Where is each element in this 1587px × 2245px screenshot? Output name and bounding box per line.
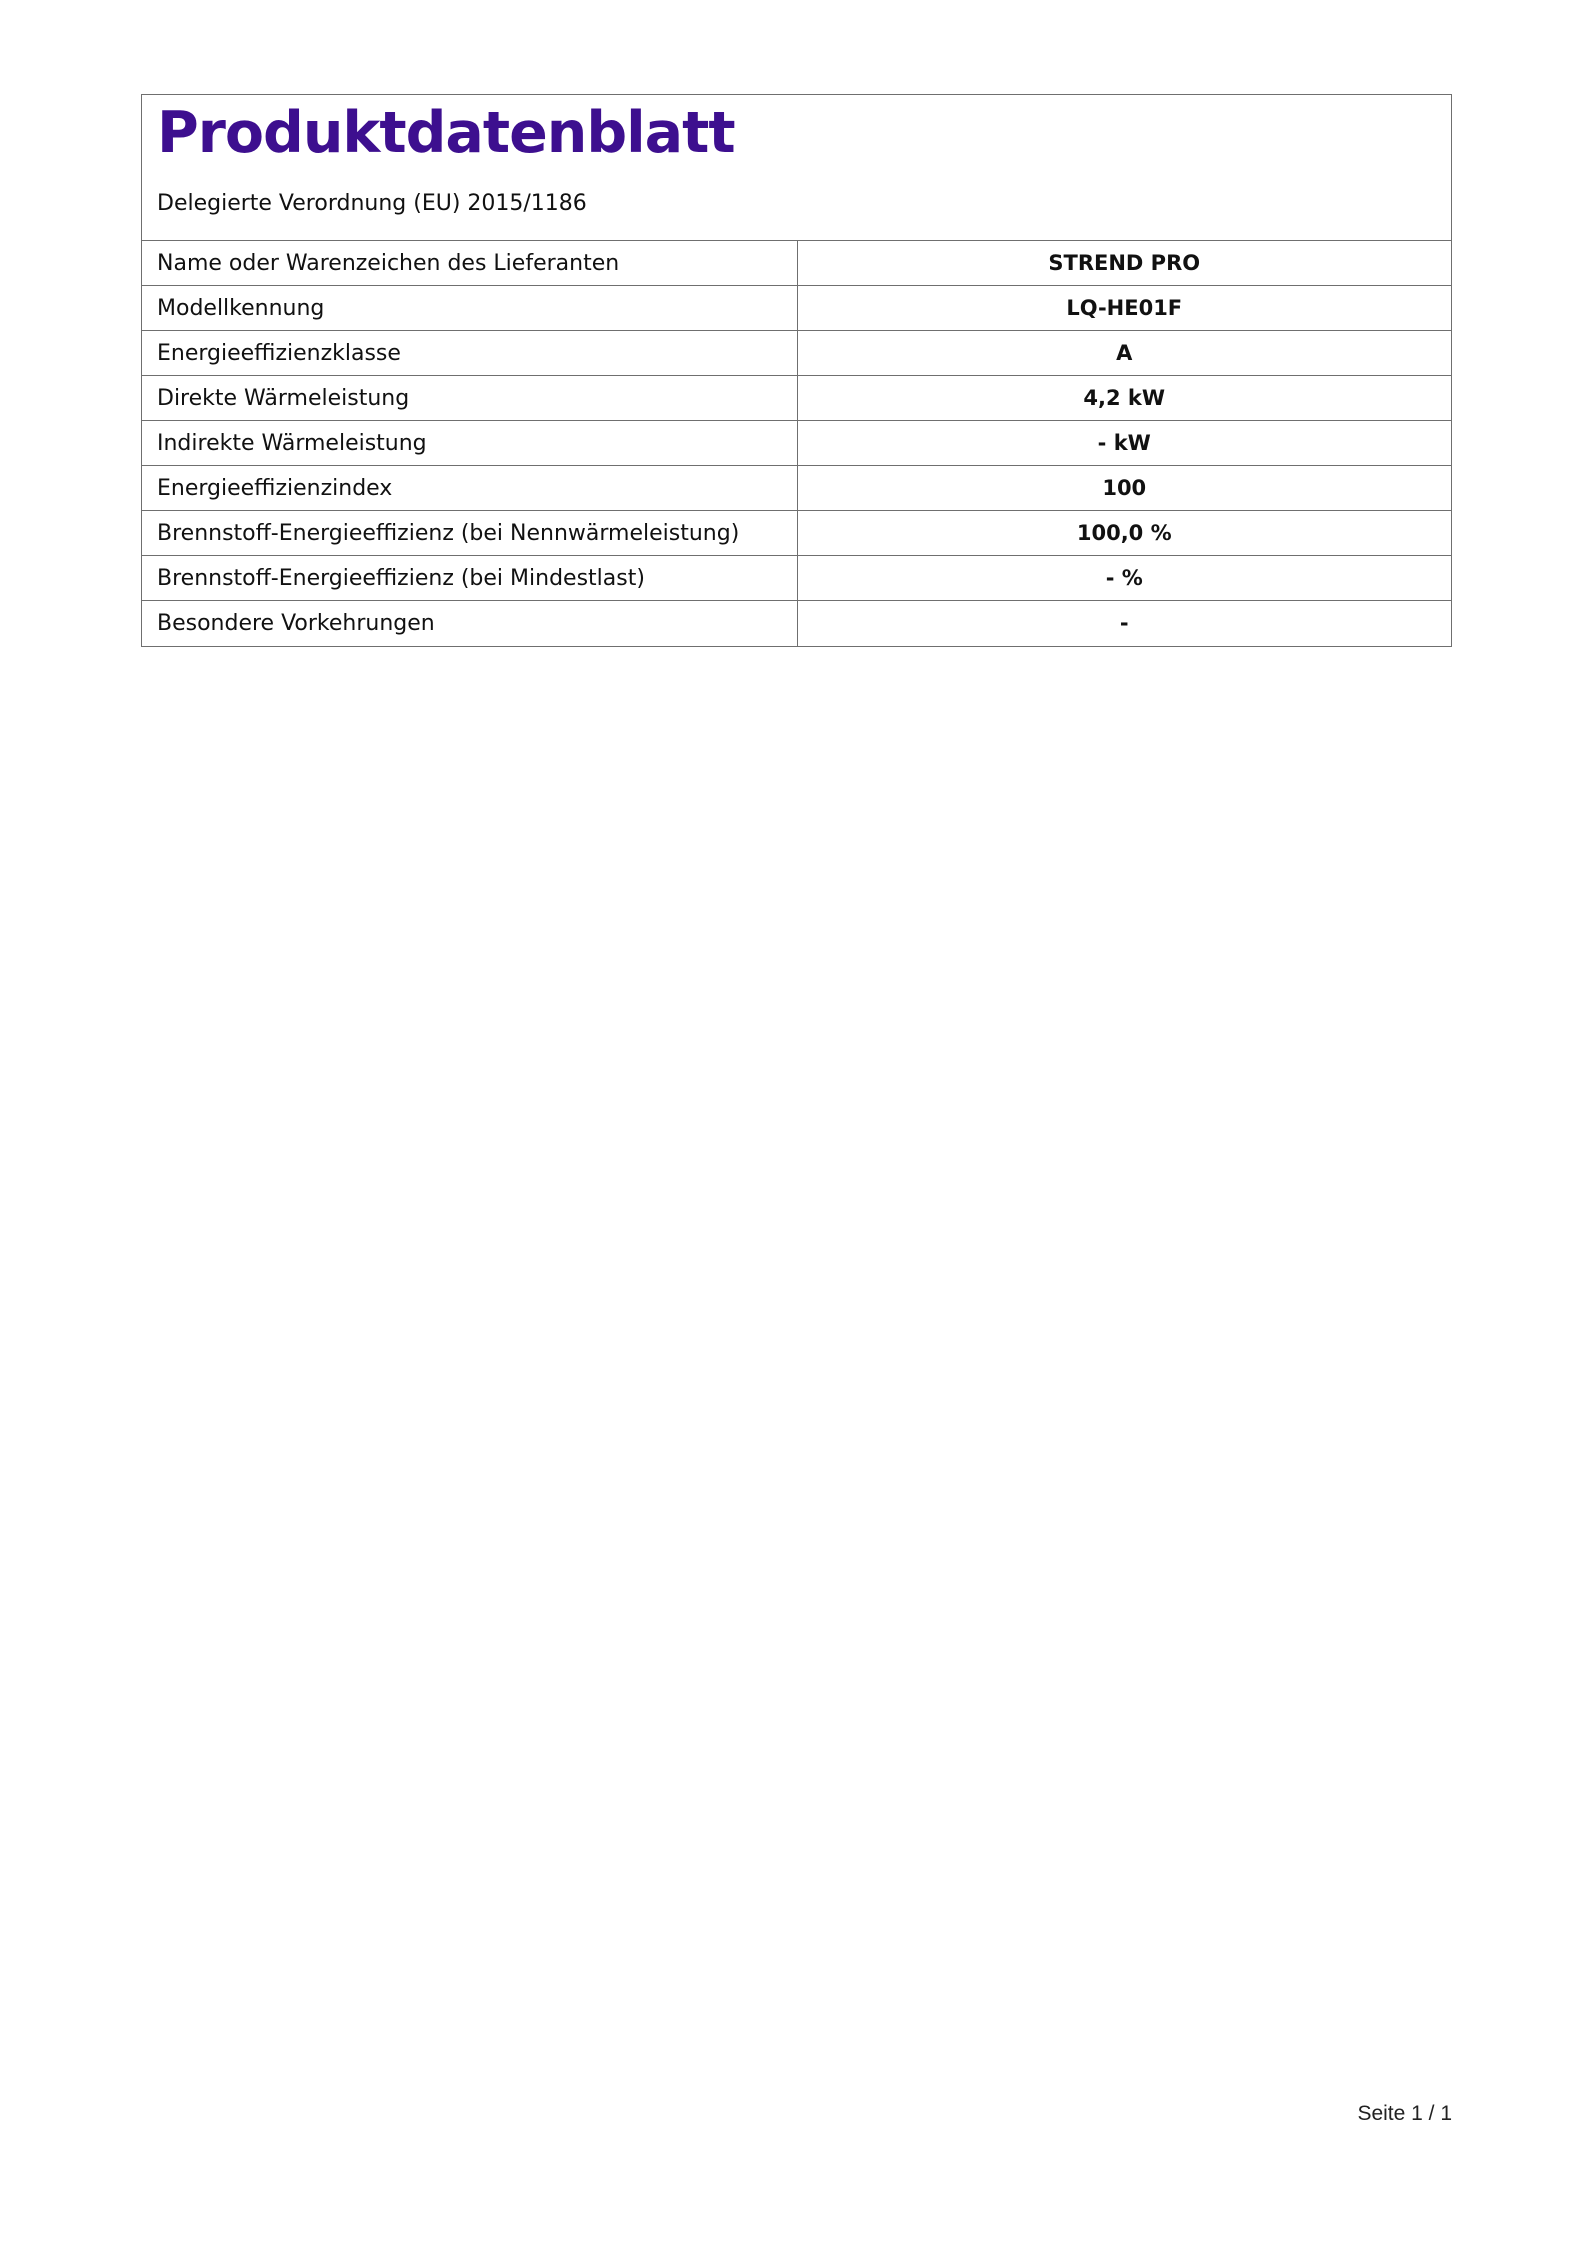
row-value: 100 bbox=[797, 466, 1451, 511]
table-row-efficiency-index bbox=[142, 466, 1451, 511]
page-number: Seite 1 / 1 bbox=[1357, 2102, 1452, 2125]
row-value: STREND PRO bbox=[797, 241, 1451, 286]
row-value: - bbox=[797, 601, 1451, 646]
row-label: Direkte Wärmeleistung bbox=[142, 376, 797, 421]
row-value: LQ-HE01F bbox=[797, 286, 1451, 331]
row-label: Name oder Warenzeichen des Lieferanten bbox=[142, 241, 797, 286]
sheet-header bbox=[142, 95, 1451, 240]
row-label: Brennstoff-Energieeffizienz (bei Mindestlast) bbox=[142, 556, 797, 601]
row-value: 100,0 % bbox=[797, 511, 1451, 556]
table-row-fuel-efficiency-minimum bbox=[142, 556, 1451, 601]
table-row-direct-heat bbox=[142, 376, 1451, 421]
table-row-supplier bbox=[142, 241, 1451, 286]
product-data-sheet bbox=[141, 94, 1452, 647]
regulation-reference: Delegierte Verordnung (EU) 2015/1186 bbox=[157, 191, 587, 216]
row-label: Brennstoff-Energieeffizienz (bei Nennwärmeleistung) bbox=[142, 511, 797, 556]
table-row-indirect-heat bbox=[142, 421, 1451, 466]
row-value: 4,2 kW bbox=[797, 376, 1451, 421]
document-title: Produktdatenblatt bbox=[157, 100, 735, 166]
specification-table bbox=[142, 240, 1451, 646]
row-label: Energieeffizienzklasse bbox=[142, 331, 797, 376]
row-value: A bbox=[797, 331, 1451, 376]
row-label: Energieeffizienzindex bbox=[142, 466, 797, 511]
row-value: - kW bbox=[797, 421, 1451, 466]
row-label: Indirekte Wärmeleistung bbox=[142, 421, 797, 466]
table-row-special-precautions bbox=[142, 601, 1451, 646]
table-row-efficiency-class bbox=[142, 331, 1451, 376]
row-label: Besondere Vorkehrungen bbox=[142, 601, 797, 646]
table-row-model bbox=[142, 286, 1451, 331]
row-value: - % bbox=[797, 556, 1451, 601]
row-label: Modellkennung bbox=[142, 286, 797, 331]
table-row-fuel-efficiency-nominal bbox=[142, 511, 1451, 556]
